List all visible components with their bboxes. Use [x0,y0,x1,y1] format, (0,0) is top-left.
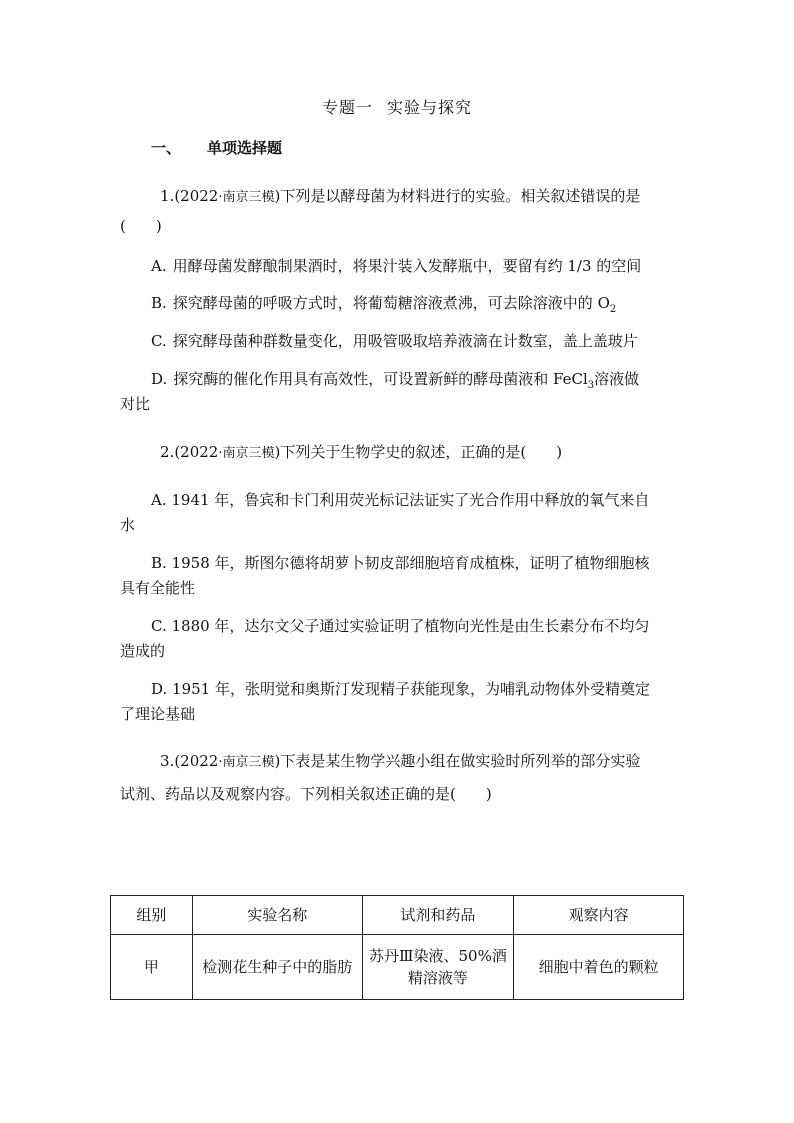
cell-reagents: 苏丹Ⅲ染液、50%酒精溶液等 [362,935,514,1000]
question-text: 下表是某生物学兴趣小组在做实验时所列举的部分实验 [280,752,641,770]
q1-option-d-cont: 对比 [120,395,151,413]
q2-option-d: D. 1951 年，张明觉和奥斯汀发现精子获能现象，为哺乳动物体外受精奠定 [151,680,650,698]
q2-option-d-cont: 了理论基础 [120,705,196,723]
page-title [0,97,794,119]
option-text-cont: 溶液做 [594,370,640,388]
question-number: 1. [160,187,175,205]
option-text: 探究酵母菌的呼吸方式时，将葡萄糖溶液煮沸，可去除溶液中的 O [172,294,610,312]
option-text: 探究酶的催化作用具有高效性，可设置新鲜的酵母菌液和 FeCl [173,370,588,388]
section-heading [151,137,282,159]
q1-option-c [151,330,638,352]
question-1-stem: 1.(2022·南京三模)下列是以酵母菌为材料进行的实验。相关叙述错误的是 [160,187,641,205]
q2-option-a: A. 1941 年，鲁宾和卡门利用荧光标记法证实了光合作用中释放的氧气来自 [151,491,650,509]
q2-option-c: C. 1880 年，达尔文父子通过实验证明了植物向光性是由生长素分布不均匀 [151,617,650,635]
q2-option-a-cont: 水 [120,516,136,534]
subscript: 2 [609,304,617,315]
cell-experiment-name: 检测花生种子中的脂肪 [192,935,362,1000]
cell-group: 甲 [111,935,193,1000]
option-letter: A. [151,257,167,275]
table-header-row [111,896,684,935]
q1-option-a [151,255,641,277]
table-row [111,935,684,1000]
option-letter: B. [151,294,167,312]
source-year: (2022 [174,752,219,770]
option-text: 探究酵母菌种群数量变化，用吸管吸取培养液滴在计数室，盖上盖玻片 [172,332,638,350]
option-letter: C. [151,332,167,350]
header-reagents: 试剂和药品 [362,896,514,935]
q2-option-c-cont: 造成的 [120,642,166,660]
q1-option-d [151,368,639,390]
source-name: 南京三模 [222,446,275,461]
source-year: (2022 [174,187,219,205]
question-number: 3. [160,752,175,770]
question-text: 下列是以酵母菌为材料进行的实验。相关叙述错误的是 [280,187,641,205]
title-part-1: 专题一 [321,98,373,117]
subscript: 3 [587,380,595,391]
header-experiment-name: 实验名称 [192,896,362,935]
source-year: (2022 [174,443,219,461]
option-letter: D. [151,370,168,388]
q2-option-b-cont: 具有全能性 [120,579,196,597]
question-1-blank: ( ) [120,217,162,235]
header-observation: 观察内容 [514,896,684,935]
q2-option-b: B. 1958 年，斯图尔德将胡萝卜韧皮部细胞培育成植株，证明了植物细胞核 [151,554,650,572]
question-3-stem: 3.(2022·南京三模)下表是某生物学兴趣小组在做实验时所列举的部分实验 [160,752,641,770]
question-number: 2. [160,443,175,461]
q1-option-b [151,292,616,314]
section-number: 一、 [151,139,182,157]
header-group: 组别 [111,896,193,935]
section-label: 单项选择题 [207,139,283,157]
source-name: 南京三模 [222,190,275,205]
title-part-2: 实验与探究 [387,98,473,117]
cell-observation: 细胞中着色的颗粒 [514,935,684,1000]
option-text: 用酵母菌发酵酿制果酒时，将果汁装入发酵瓶中，要留有约 1/3 的空间 [172,257,642,275]
question-text: 下列关于生物学史的叙述，正确的是( ) [280,443,563,461]
source-name: 南京三模 [222,755,275,770]
question-3-stem-cont: 试剂、药品以及观察内容。下列相关叙述正确的是( ) [120,785,492,803]
question-2-stem: 2.(2022·南京三模)下列关于生物学史的叙述，正确的是( ) [160,443,563,461]
experiment-table [110,895,684,1000]
